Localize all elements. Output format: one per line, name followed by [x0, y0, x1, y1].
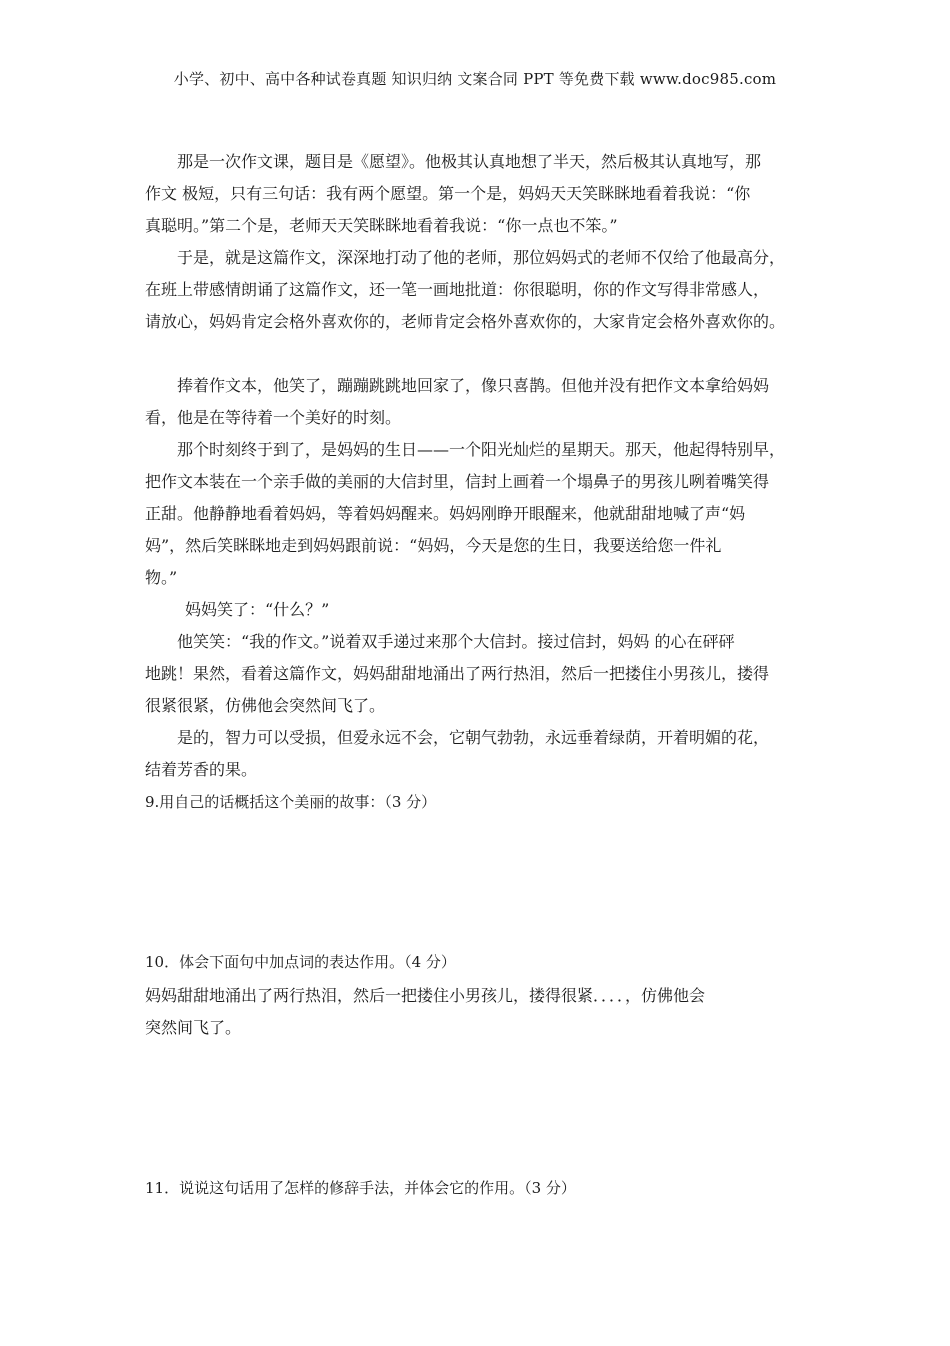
question-10: 10．体会下面句中加点词的表达作用。（4 分）	[145, 953, 456, 971]
paragraph-7-line-2: 结着芳香的果。	[145, 760, 258, 779]
paragraph-5-line-1: 妈妈笑了：“什么？”	[185, 600, 330, 619]
paragraph-4-line-1: 那个时刻终于到了，是妈妈的生日——一个阳光灿烂的星期天。那天，他起得特别早，	[177, 440, 786, 459]
paragraph-6-line-3: 很紧很紧，仿佛他会突然间飞了。	[145, 696, 386, 715]
paragraph-7-line-1: 是的，智力可以受损，但爱永远不会，它朝气勃勃，永远垂着绿荫，开着明媚的花，	[177, 728, 770, 747]
paragraph-1-line-3: 真聪明。”第二个是，老师天天笑眯眯地看着我说：“你一点也不笨。”	[145, 216, 618, 235]
paragraph-3-line-2: 看，他是在等待着一个美好的时刻。	[145, 408, 402, 427]
question-10-quote-line-1: 妈妈甜甜地涌出了两行热泪，然后一把搂住小男孩儿，搂得很紧．．．．，仿佛他会	[145, 986, 706, 1005]
paragraph-2-line-1: 于是，就是这篇作文，深深地打动了他的老师，那位妈妈式的老师不仅给了他最高分，	[177, 248, 786, 267]
paragraph-6-line-1: 他笑笑：“我的作文。”说着双手递过来那个大信封。接过信封，妈妈 的心在砰砰	[177, 632, 735, 651]
paragraph-6-line-2: 地跳！果然，看着这篇作文，妈妈甜甜地涌出了两行热泪，然后一把搂住小男孩儿，搂得	[145, 664, 770, 683]
paragraph-4-line-4: 妈”，然后笑眯眯地走到妈妈跟前说：“妈妈，今天是您的生日，我要送给您一件礼	[145, 536, 722, 555]
paragraph-4-line-3: 正甜。他静静地看着妈妈，等着妈妈醒来。妈妈刚睁开眼醒来，他就甜甜地喊了声“妈	[145, 504, 746, 523]
paragraph-4-line-2: 把作文本装在一个亲手做的美丽的大信封里，信封上画着一个塌鼻子的男孩儿咧着嘴笑得	[145, 472, 770, 491]
question-11: 11．说说这句话用了怎样的修辞手法，并体会它的作用。（3 分）	[145, 1179, 576, 1197]
site-header: 小学、初中、高中各种试卷真题 知识归纳 文案合同 PPT 等免费下载 www.doc985.com	[173, 70, 777, 88]
paragraph-1-line-1: 那是一次作文课，题目是《愿望》。他极其认真地想了半天，然后极其认真地写，那	[177, 152, 762, 171]
paragraph-3-line-1: 捧着作文本，他笑了，蹦蹦跳跳地回家了，像只喜鹊。但他并没有把作文本拿给妈妈	[177, 376, 770, 395]
paragraph-2-line-2: 在班上带感情朗诵了这篇作文，还一笔一画地批道：你很聪明，你的作文写得非常感人，	[145, 280, 770, 299]
question-10-quote-line-2: 突然间飞了。	[145, 1018, 242, 1037]
question-9: 9.用自己的话概括这个美丽的故事：（3 分）	[145, 793, 437, 811]
paragraph-1-line-2: 作文 极短，只有三句话：我有两个愿望。第一个是，妈妈天天笑眯眯地看着我说：“你	[145, 184, 751, 203]
paragraph-2-line-3: 请放心，妈妈肯定会格外喜欢你的，老师肯定会格外喜欢你的，大家肯定会格外喜欢你的。	[145, 312, 786, 331]
paragraph-4-line-5: 物。”	[145, 568, 178, 587]
